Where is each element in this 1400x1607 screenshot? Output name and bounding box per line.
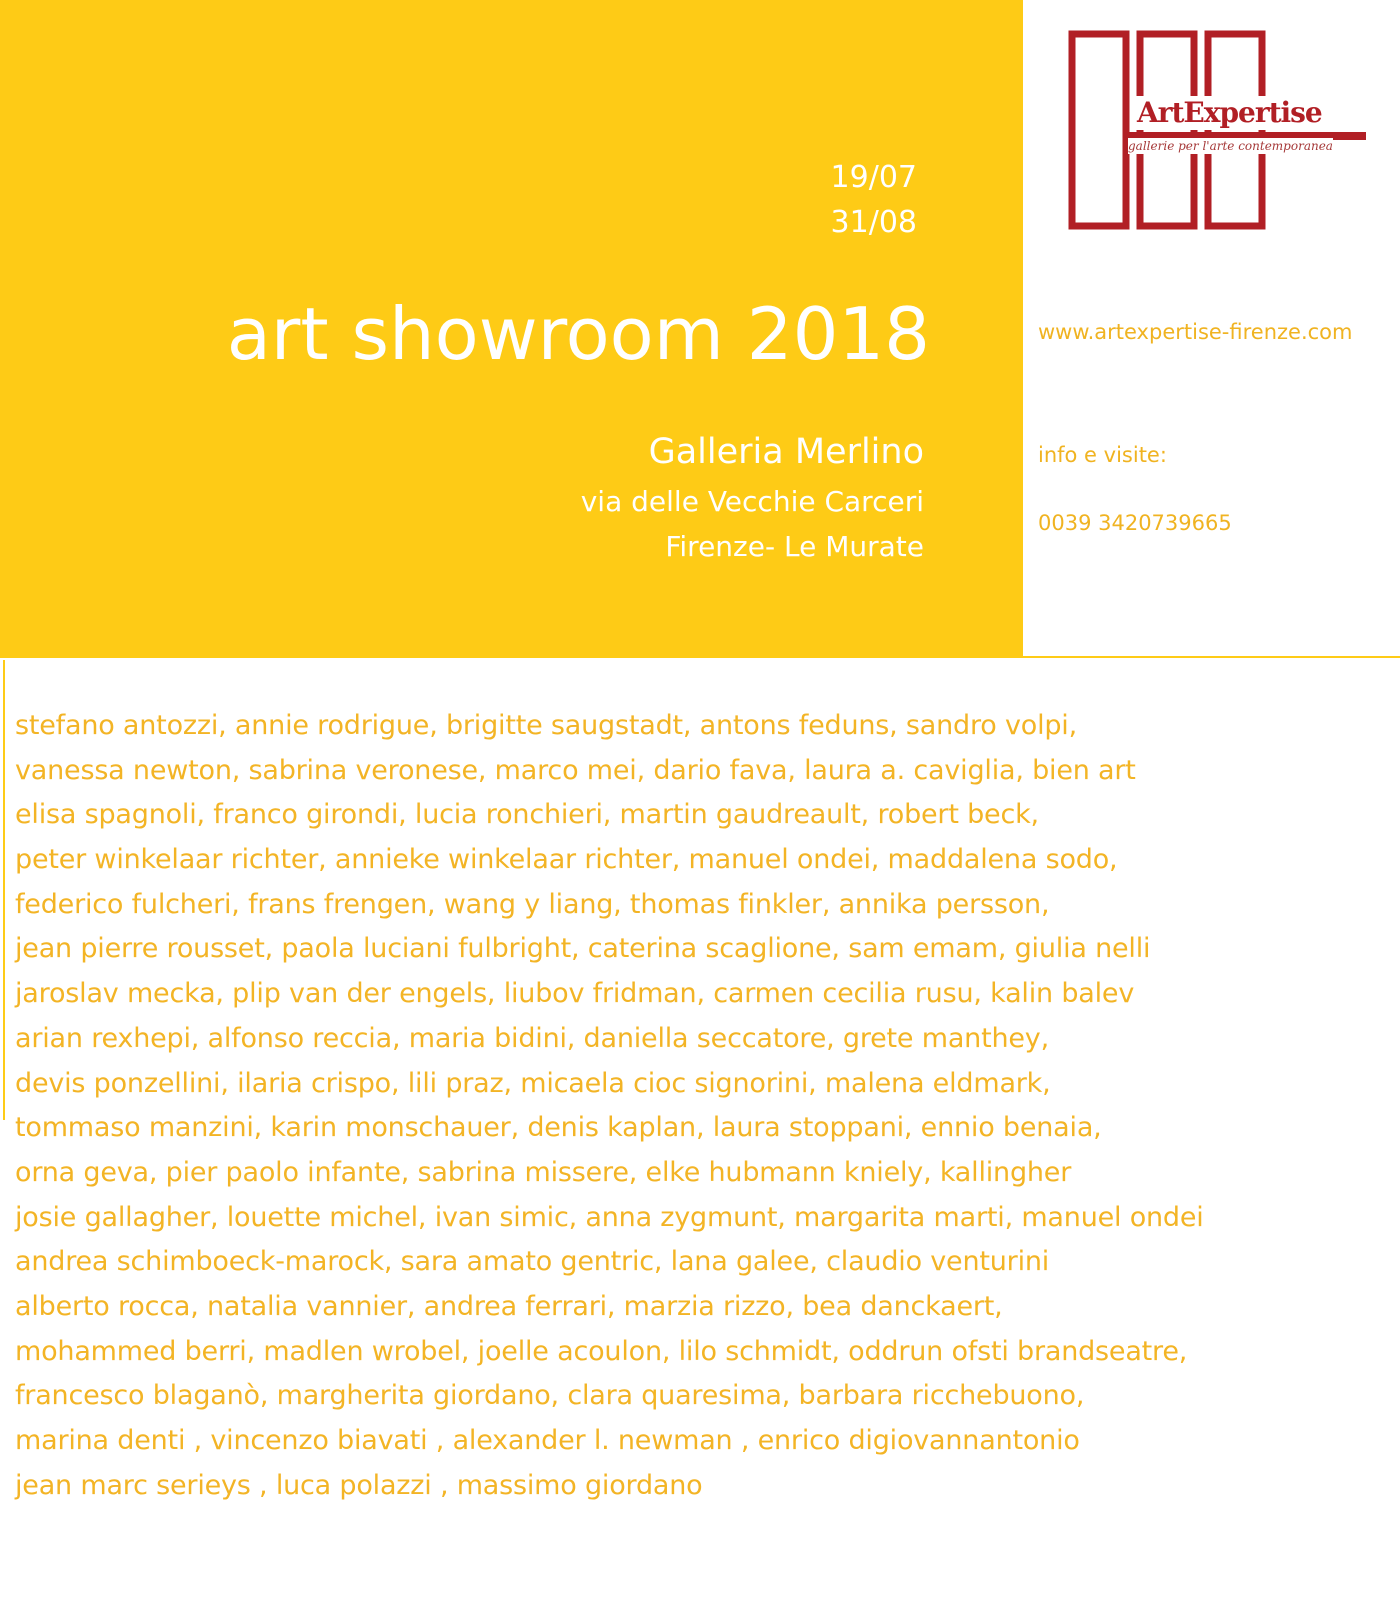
logo-name: ArtExpertise [1133,96,1326,130]
artist-line: peter winkelaar richter, annieke winkelaar richter, manuel ondei, maddalena sodo, [15,844,1118,876]
venue-block [440,425,924,569]
exhibition-dates [760,155,917,245]
logo-tagline: gallerie per l'arte contemporanea [1128,139,1333,153]
artist-line: elisa spagnoli, franco girondi, lucia ronchieri, martin gaudreault, robert beck, [15,799,1039,831]
exhibition-title: art showroom 2018 [226,292,930,376]
artist-line: francesco blaganò, margherita giordano, clara quaresima, barbara ricchebuono, [15,1380,1085,1412]
artist-line: marina denti , vincenzo biavati , alexander l. newman , enrico digiovannantonio [15,1425,1080,1456]
venue-street: via delle Vecchie Carceri [580,485,924,518]
website-link[interactable]: www.artexpertise-firenze.com [1038,320,1353,344]
artist-line: federico fulcheri, frans frengen, wang y liang, thomas finkler, annika persson, [15,888,1050,920]
artist-line: stefano antozzi, annie rodrigue, brigitte saugstadt, antons feduns, sandro volpi, [15,710,1077,741]
artist-line: devis ponzellini, ilaria crispo, lili praz, micaela cioc signorini, malena eldmark, [15,1067,1051,1099]
date-start: 19/07 [830,160,917,195]
date-end: 31/08 [830,205,917,240]
artist-line: tommaso manzini, karin monschauer, denis kaplan, laura stoppani, ennio benaia, [15,1112,1102,1144]
artist-line: jean pierre rousset, paola luciani fulbright, caterina scaglione, sam emam, giulia nelli [15,933,1151,965]
artist-line: jean marc serieys , luca polazzi , massimo giordano [15,1469,703,1501]
artexpertise-logo [1068,30,1368,236]
artist-line: alberto rocca, natalia vannier, andrea ferrari, marzia rizzo, bea danckaert, [15,1290,1003,1322]
artist-list [15,704,1385,1508]
artist-line: mohammed berri, madlen wrobel, joelle acoulon, lilo schmidt, oddrun ofsti brandseatre, [15,1335,1188,1367]
venue-name: Galleria Merlino [648,432,924,472]
phone-number: 0039 3420739665 [1038,511,1232,535]
artist-line: josie gallagher, louette michel, ivan simic, anna zygmunt, margarita marti, manuel ondei [15,1201,1204,1233]
artist-line: vanessa newton, sabrina veronese, marco mei, dario fava, laura a. caviglia, bien art [15,754,1136,786]
info-label: info e visite: [1038,443,1167,467]
artist-line: arian rexhepi, alfonso reccia, maria bidini, daniella seccatore, grete manthey, [15,1022,1049,1054]
vertical-divider-line [3,660,5,1120]
venue-city: Firenze- Le Murate [665,530,924,563]
artist-line: orna geva, pier paolo infante, sabrina missere, elke hubmann kniely, kallingher [15,1156,1072,1188]
divider-line [0,656,1400,658]
artist-line: andrea schimboeck-marock, sara amato gentric, lana galee, claudio venturini [15,1246,1050,1278]
artist-line: jaroslav mecka, plip van der engels, liubov fridman, carmen cecilia rusu, kalin balev [15,978,1135,1010]
